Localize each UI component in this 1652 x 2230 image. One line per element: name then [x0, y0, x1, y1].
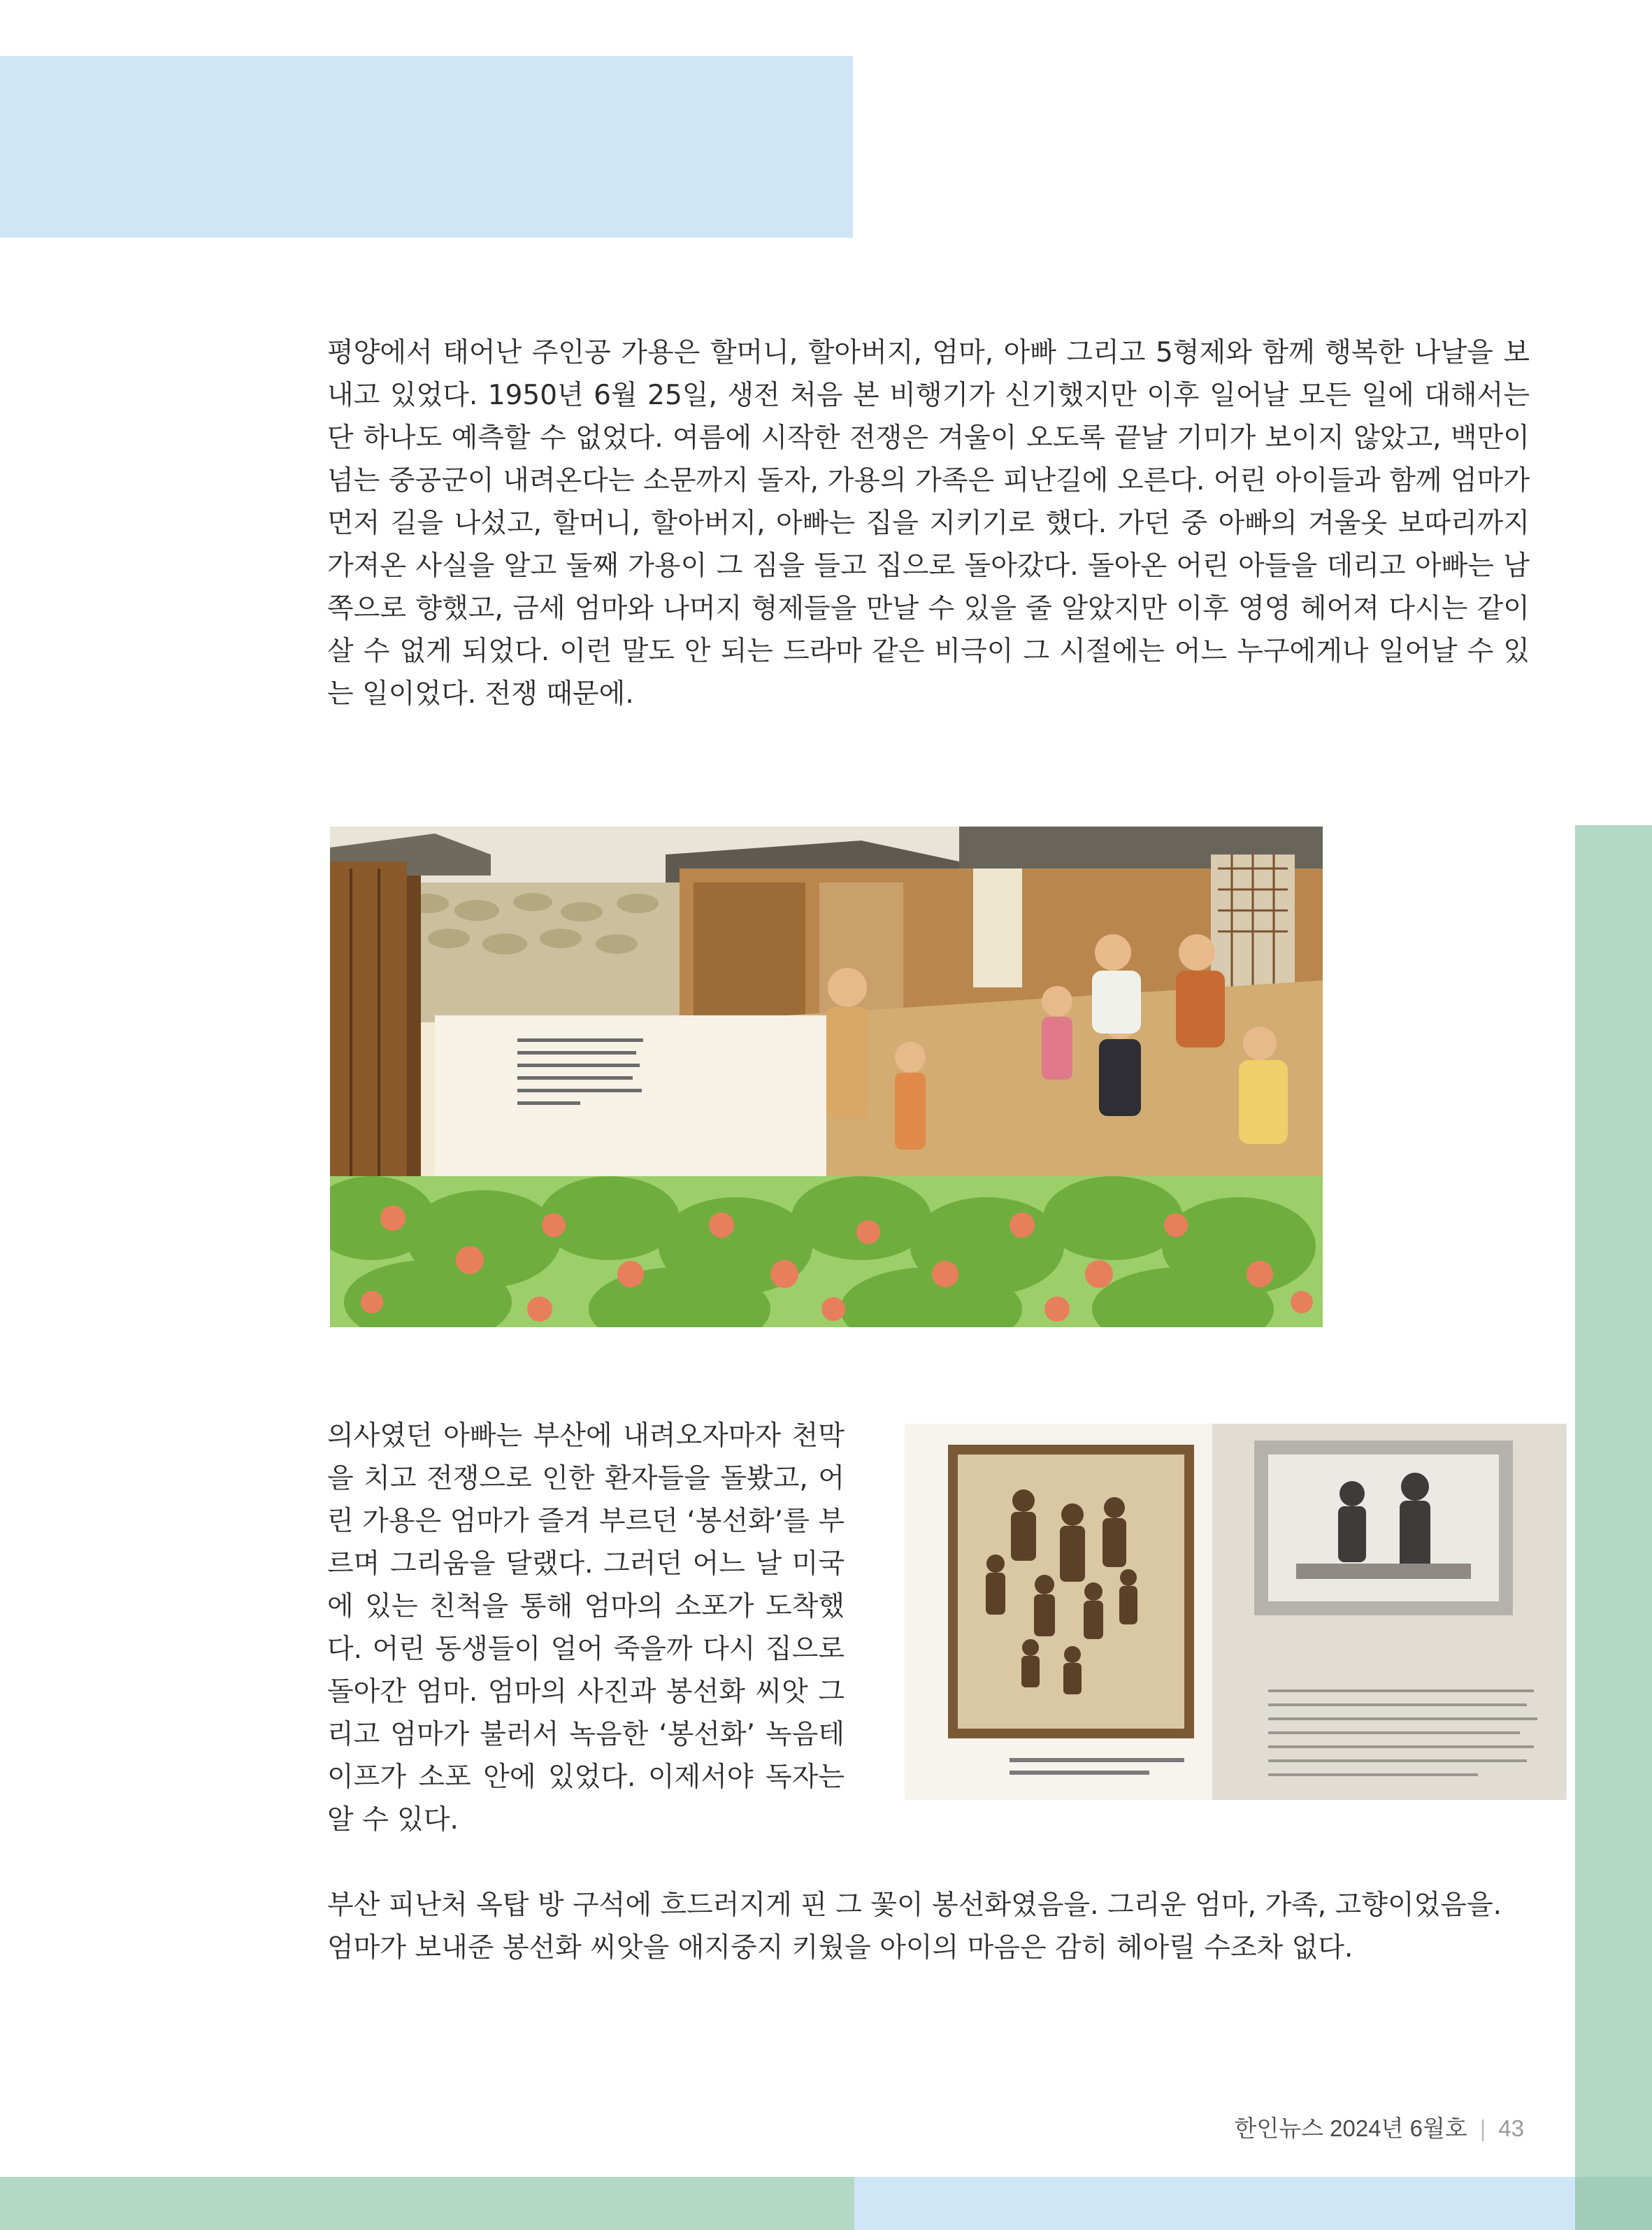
side-color-bar: [1575, 825, 1652, 2230]
header-color-block: [0, 56, 853, 238]
page-footer: [1188, 2110, 1524, 2143]
page-number: 43: [1498, 2115, 1524, 2141]
footer-color-bar-green: [0, 2177, 854, 2230]
book-illustration-courtyard: [330, 827, 1323, 1327]
footer-separator: |: [1479, 2115, 1486, 2141]
footer-color-corner: [1575, 2177, 1652, 2230]
book-illustration-family-photos: [905, 1424, 1567, 1800]
article-paragraph-1: 평양에서 태어난 주인공 가용은 할머니, 할아버지, 엄마, 아빠 그리고 5형제와 함께 행복한 나날을 보내고 있었다. 1950년 6월 25일, 생전 처음 본 비행기가 신기했지만 이후 일어날 모든 일에 대해서는 단 하나도 예측할 수 없었다. 여름에 시작한 전쟁은 겨울이 오도록 끝날 기미가 보이지 않았고, 백만이 넘는 중공군이 내려온다는 소문까지 돌자, 가용의 가족은 피난길에 오른다. 어린 아이들과 함께 엄마가 먼저 길을 나섰고, 할머니, 할아버지, 아빠는 집을 지키기로 했다. 가던 중 아빠의 겨울옷 보따리까지 가져온 사실을 알고 둘째 가용이 그 짐을 들고 집으로 돌아갔다. 돌아온 어린 아들을 데리고 아빠는 남쪽으로 향했고, 금세 엄마와 나머지 형제들을 만날 수 있을 줄 알았지만 이후 영영 헤어져 다시는 같이 살 수 없게 되었다. 이런 말도 안 되는 드라마 같은 비극이 그 시절에는 어느 누구에게나 일어날 수 있는 일이었다. 전쟁 때문에.: [327, 337, 1530, 710]
article-paragraph-2: 의사였던 아빠는 부산에 내려오자마자 천막을 치고 전쟁으로 인한 환자들을 돌봤고, 어린 가용은 엄마가 즐겨 부르던 ‘봉선화’를 부르며 그리움을 달랬다. 그러던 어느 날 미국에 있는 친척을 통해 엄마의 소포가 도착했다. 어린 동생들이 얼어 죽을까 다시 집으로 돌아간 엄마. 엄마의 사진과 봉선화 씨앗 그리고 엄마가 불러서 녹음한 ‘봉선화’ 녹음테이프가 소포 안에 있었다. 이제서야 독자는 알 수 있다.: [327, 1420, 845, 1836]
footer-color-bar-blue: [854, 2177, 1575, 2230]
article-paragraph-3: 부산 피난처 옥탑 방 구석에 흐드러지게 핀 그 꽃이 봉선화였음을. 그리운 엄마, 가족, 고향이었음을. 엄마가 보내준 봉선화 씨앗을 애지중지 키웠을 아이의 마음은 감히 헤아릴 수조차 없다.: [327, 1889, 1502, 1964]
publication-name: 한인뉴스 2024년 6월호: [1234, 2115, 1467, 2141]
